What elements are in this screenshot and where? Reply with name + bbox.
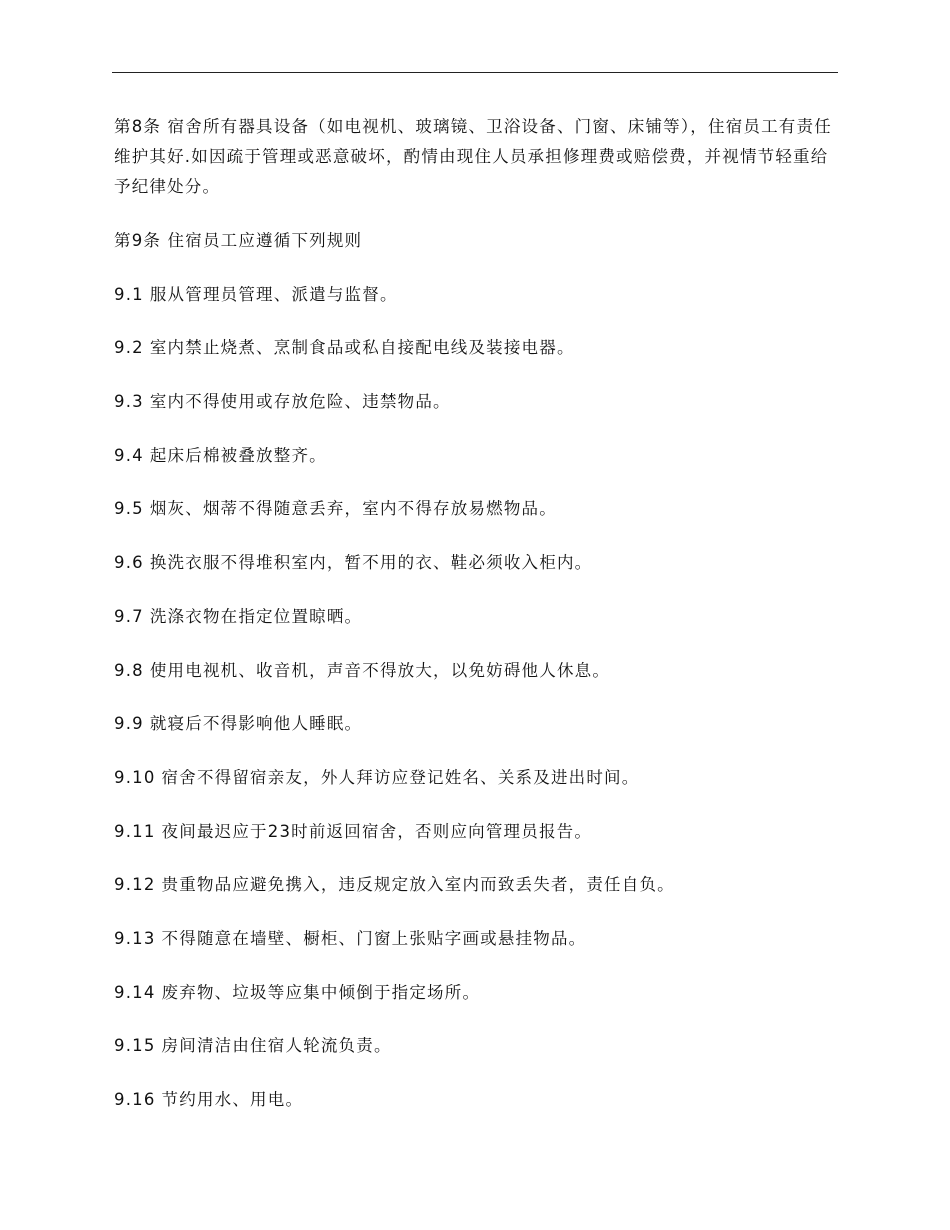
rule-text: 起床后棉被叠放整齐。 [149,445,327,465]
rule-number: 9.9 [114,714,144,734]
rule-text: 宿舍不得留宿亲友，外人拜访应登记姓名、关系及进出时间。 [161,767,640,787]
rule-item [114,333,834,363]
rule-number: 9.16 [114,1090,156,1109]
rules-list [114,280,834,1115]
rule-number: 9.8 [114,660,144,680]
rule-text: 贵重物品应避免携入，违反规定放入室内而致丢失者，责任自负。 [161,875,675,895]
rule-item [114,924,834,954]
document-body [114,112,834,1139]
rule-number: 9.6 [114,553,144,573]
rule-number: 9.12 [114,875,156,895]
rule-item [114,548,834,578]
rule-number: 9.2 [114,338,144,358]
rule-number: 9.5 [114,499,144,519]
rule-text: 换洗衣服不得堆积室内，暂不用的衣、鞋必须收入柜内。 [149,553,593,573]
header-divider [112,72,838,73]
rule-number: 9.15 [114,1036,156,1056]
rule-text: 房间清洁由住宿人轮流负责。 [161,1036,392,1056]
rule-text: 夜间最迟应于23时前返回宿舍，否则应向管理员报告。 [161,821,593,841]
rule-number: 9.11 [114,821,156,841]
rule-item [114,387,834,417]
rule-item [114,1085,834,1115]
rule-item [114,1031,834,1061]
rule-text: 室内禁止烧煮、烹制食品或私自接配电线及装接电器。 [149,338,575,358]
rule-number: 9.13 [114,928,156,948]
rule-text: 烟灰、烟蒂不得随意丢弃，室内不得存放易燃物品。 [149,499,557,519]
rule-item [114,656,834,686]
rule-item [114,870,834,900]
article-9-heading: 第9条 住宿员工应遵循下列规则 [114,231,363,250]
rule-item [114,978,834,1008]
rule-text: 废弃物、垃圾等应集中倾倒于指定场所。 [161,982,481,1002]
rule-number: 9.10 [114,767,156,787]
rule-item [114,709,834,739]
rule-item [114,602,834,632]
rule-number: 9.14 [114,982,156,1002]
rule-item [114,280,834,310]
article-8-paragraph: 第8条 宿舍所有器具设备（如电视机、玻璃镜、卫浴设备、门窗、床铺等），住宿员工有责任维护其好.如因疏于管理或恶意破坏，酌情由现住人员承担修理费或赔偿费，并视情节轻重给予纪律处分。 [114,117,832,196]
rule-item [114,494,834,524]
rule-text: 室内不得使用或存放危险、违禁物品。 [149,392,451,412]
rule-item [114,763,834,793]
rule-text: 服从管理员管理、派遣与监督。 [149,284,398,304]
rule-text: 洗涤衣物在指定位置晾晒。 [149,606,363,626]
rule-number: 9.3 [114,392,144,412]
rule-text: 使用电视机、收音机，声音不得放大，以免妨碍他人休息。 [149,660,611,680]
rule-number: 9.4 [114,445,144,465]
rule-item [114,817,834,847]
rule-number: 9.1 [114,284,144,304]
rule-text: 不得随意在墙壁、橱柜、门窗上张贴字画或悬挂物品。 [161,928,587,948]
rule-text: 就寝后不得影响他人睡眠。 [149,714,363,734]
rule-number: 9.7 [114,606,144,626]
rule-item [114,441,834,471]
rule-text: 节约用水、用电。 [161,1090,304,1109]
